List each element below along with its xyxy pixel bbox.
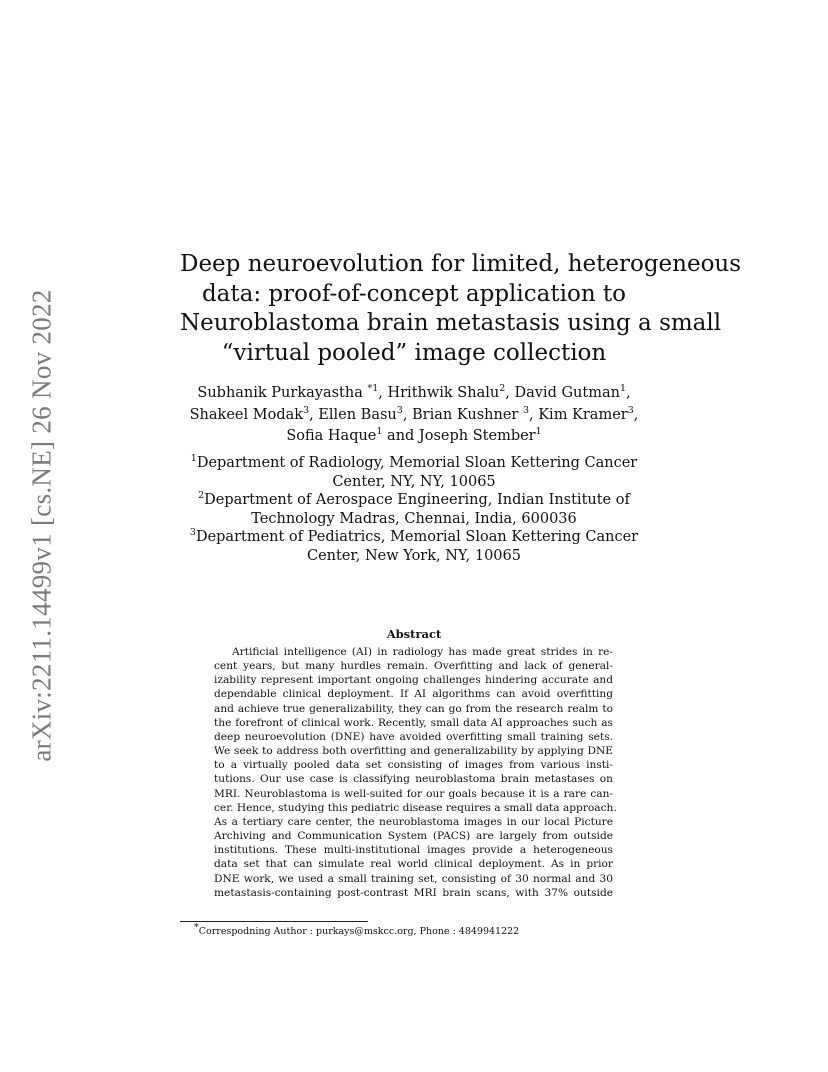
title-line: data: proof-of-concept application to (201, 280, 627, 307)
abstract-body (214, 645, 617, 900)
affiliation-line: Center, NY, NY, 10065 (332, 473, 496, 490)
footnote-divider (180, 921, 368, 922)
affiliation-line: Technology Madras, Chennai, India, 600036 (251, 510, 577, 527)
affiliation-mark: 3 (189, 527, 196, 539)
abstract-heading: Abstract (386, 627, 442, 641)
author-text: Sofia Haque (286, 428, 377, 444)
abstract-line: deep neuroevolution (DNE) have avoided overfitting small training sets. (214, 730, 613, 743)
affiliation-mark: 1 (190, 453, 197, 465)
paper-title (180, 250, 742, 368)
arxiv-side-stamp (24, 290, 60, 760)
author-line (180, 405, 648, 427)
affiliation-text: Department of Pediatrics, Memorial Sloan Kettering Cancer (195, 529, 639, 546)
abstract-line: institutions. These multi-institutional images provide a heterogeneous (214, 844, 613, 857)
abstract-line: As a tertiary care center, the neuroblastoma images in our local Picture (214, 815, 613, 828)
affiliation-mark: 1 (376, 426, 383, 438)
arxiv-identifier[interactable]: arXiv:2211.14499v1 [cs.NE] 26 Nov 2022 (26, 288, 57, 762)
author-line (180, 383, 648, 405)
author-text: , Kim Kramer (529, 406, 628, 423)
abstract-line: dependable clinical deployment. If AI algorithms can avoid overfitting (214, 688, 613, 701)
affiliation-mark: 1 (619, 383, 626, 395)
footnote-mark: * (194, 921, 199, 933)
affiliation-line: Center, New York, NY, 10065 (307, 547, 521, 564)
author-list (180, 383, 648, 448)
abstract-line: cent years, but many hurdles remain. Overfitting and lack of general- (214, 660, 613, 673)
author-text: , (626, 385, 631, 401)
author-text: Subhanik Purkayastha (197, 385, 368, 401)
affiliation-line (180, 454, 648, 473)
abstract-line: DNE work, we used a small training set, consisting of 30 normal and 30 (214, 872, 613, 885)
affiliation-text: Department of Aerospace Engineering, Indian Institute of (204, 492, 630, 509)
title-line: “virtual pooled” image collection (221, 339, 607, 366)
affiliation-text: Department of Radiology, Memorial Sloan Kettering Cancer (196, 455, 638, 471)
abstract-line: to a virtually pooled data set consisting of images from various insti- (214, 759, 613, 772)
abstract-line: and achieve true generalizability, they can go from the research realm to (214, 702, 613, 715)
abstract-line: cer. Hence, studying this pediatric disease requires a small data approach. (214, 801, 617, 814)
abstract-line: We seek to address both overfitting and generalizability by applying DNE (214, 745, 613, 758)
abstract-line: izability represent important ongoing challenges hindering accurate and (214, 674, 613, 687)
affiliation-mark: 1 (535, 426, 542, 438)
affiliation-line (180, 528, 648, 547)
abstract-line: data set that can simulate real world clinical deployment. As in prior (214, 858, 613, 871)
author-text: , Hrithwik Shalu (378, 385, 500, 401)
abstract-line: Artificial intelligence (AI) in radiology has made great strides in re- (232, 646, 613, 658)
affiliation-mark: 3 (396, 404, 403, 416)
author-line (180, 426, 648, 448)
footnote-text: Correspodning Author : purkays@mskcc.org, Phone : 4849941222 (198, 926, 520, 937)
title-line: Deep neuroevolution for limited, heterogeneous (180, 251, 742, 277)
abstract-line: tutions. Our use case is classifying neuroblastoma brain metastases on (214, 773, 613, 786)
abstract-line: MRI. Neuroblastoma is well-suited for our goals because it is a rare can- (214, 787, 613, 800)
footnote (194, 921, 520, 937)
author-text: and Joseph Stember (382, 428, 536, 444)
affiliation-mark: 2 (499, 383, 506, 395)
affiliations (180, 454, 648, 566)
author-text: Shakeel Modak (189, 406, 304, 423)
affiliation-line (180, 491, 648, 510)
affiliation-mark: 2 (198, 490, 205, 502)
abstract-line: the forefront of clinical work. Recently, small data AI approaches such as (214, 716, 613, 729)
title-line: Neuroblastoma brain metastasis using a small (180, 310, 722, 336)
affiliation-mark: 3 (522, 404, 529, 416)
abstract-line: metastasis-containing post-contrast MRI brain scans, with 37% outside (214, 886, 613, 899)
author-text: , (633, 406, 639, 423)
author-text: , Brian Kushner (402, 406, 523, 423)
affiliation-mark: 3 (303, 404, 310, 416)
author-text: , Ellen Basu (309, 406, 397, 423)
affiliation-mark: *1 (367, 383, 379, 395)
abstract-line: Archiving and Communication System (PACS) are largely from outside (214, 830, 613, 843)
author-text: , David Gutman (505, 385, 620, 401)
affiliation-mark: 3 (627, 404, 634, 416)
